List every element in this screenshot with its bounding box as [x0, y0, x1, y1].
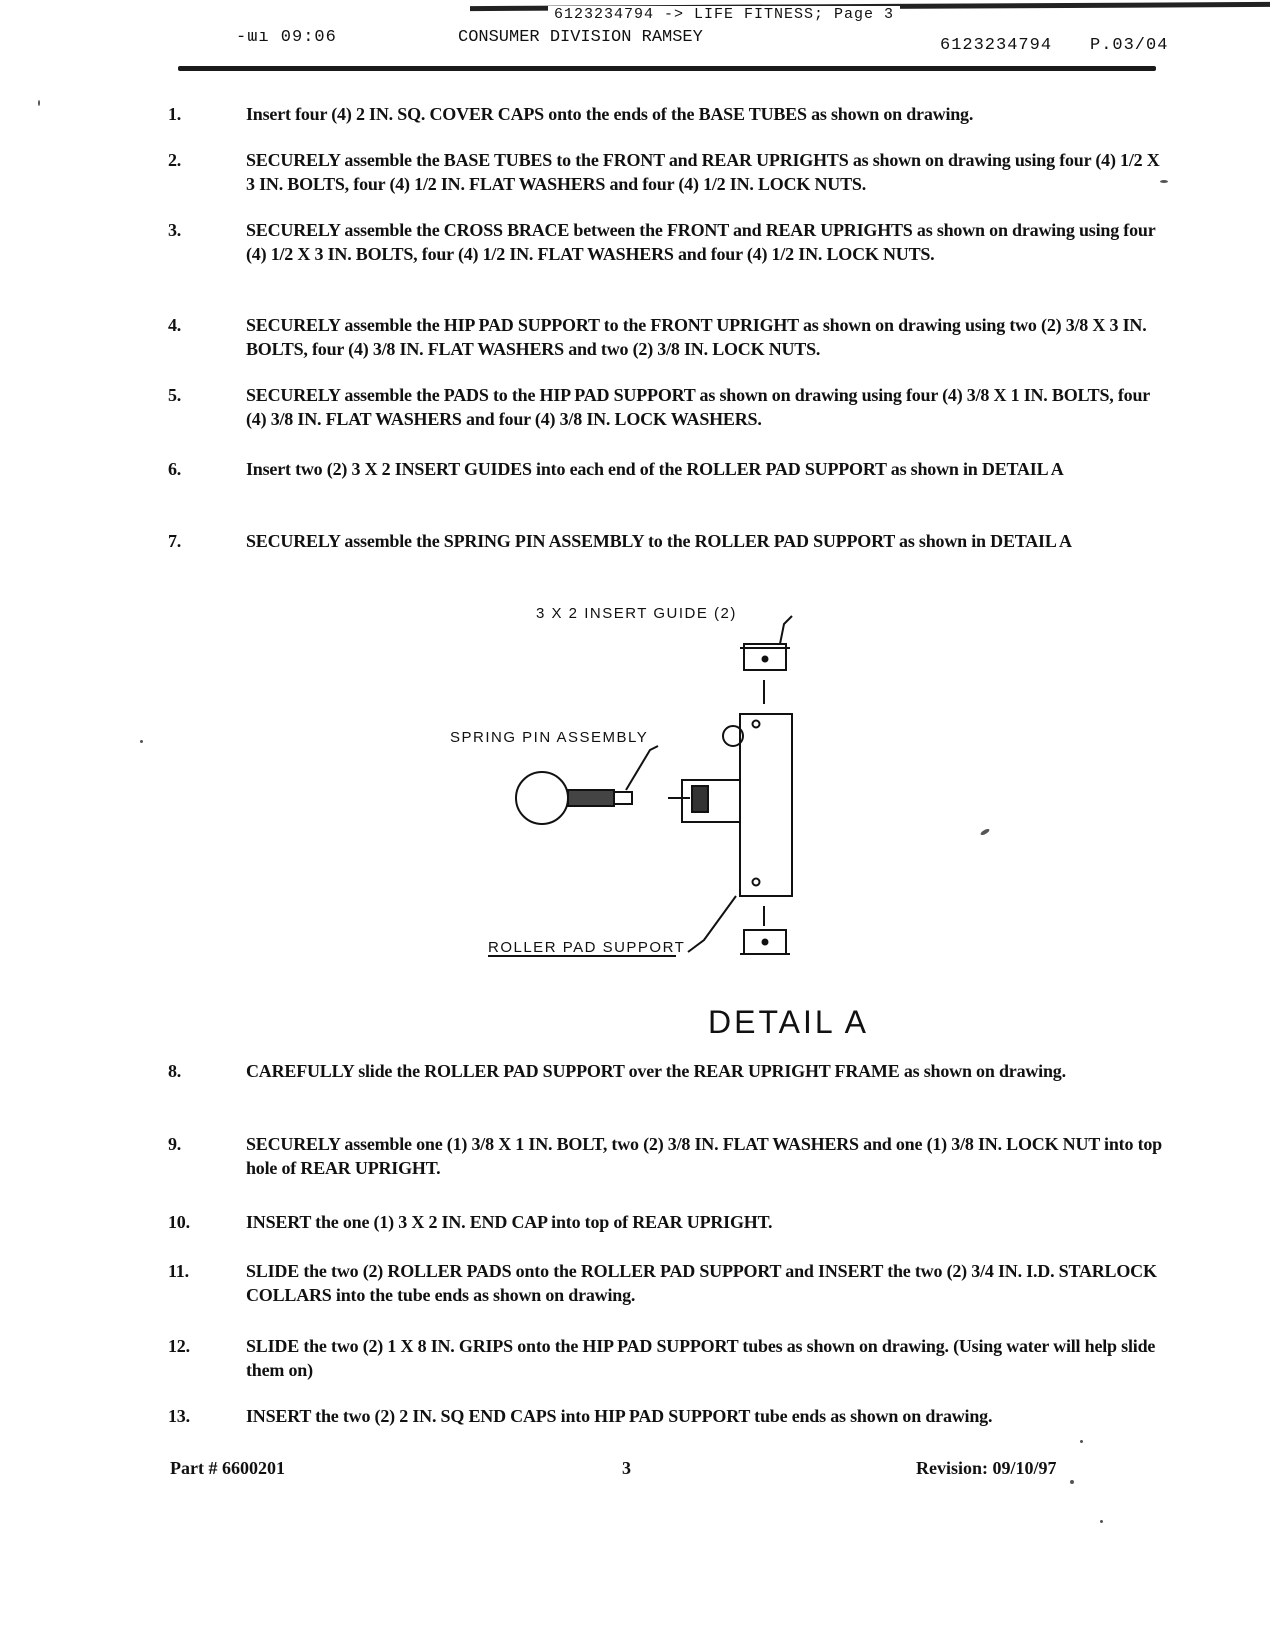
step-number: 2. — [168, 150, 182, 170]
step-text: Insert four (4) 2 IN. SQ. COVER CAPS onto the ends of the BASE TUBES as shown on drawing. — [246, 104, 974, 124]
step-number: 10. — [168, 1212, 190, 1232]
spring-pin-leader — [626, 746, 658, 790]
fax-transmission-line: 6123234794 -> LIFE FITNESS; Page 3 — [548, 6, 900, 23]
detail-a-drawing — [440, 600, 840, 980]
step-number: 3. — [168, 220, 182, 240]
step-text: SECURELY assemble the BASE TUBES to the FRONT and REAR UPRIGHTS as shown on drawing using four (4) 1/2 X 3 IN. BOLTS, four (4) 1/2 IN. FLAT WASHERS and four (4) 1/2 IN. LOCK NUTS. — [246, 150, 1160, 194]
step-text: SECURELY assemble the PADS to the HIP PAD SUPPORT as shown on drawing using four (4) 3/8 X 1 IN. BOLTS, four (4) 3/8 IN. FLAT WASHERS and four (4) 3/8 IN. LOCK WASHERS. — [246, 385, 1150, 429]
footer-part-number: Part # 6600201 — [170, 1458, 285, 1478]
top-insert-guide-hole — [763, 657, 768, 662]
step-text: SECURELY assemble the HIP PAD SUPPORT to the FRONT UPRIGHT as shown on drawing using two (2) 3/8 X 3 IN. BOLTS, four (4) 3/8 IN. FLAT WASHERS and two (2) 3/8 IN. LOCK NUTS. — [246, 315, 1147, 359]
stub-collar — [692, 786, 708, 812]
label-insert-guide: 3 X 2 INSERT GUIDE (2) — [536, 605, 737, 622]
scan-speck — [1100, 1520, 1103, 1523]
step-text: SECURELY assemble the CROSS BRACE between the FRONT and REAR UPRIGHTS as shown on drawing using four (4) 1/2 X 3 IN. BOLTS, four (4) 1/2 IN. FLAT WASHERS and four (4) 1/2 IN. LOCK NUTS. — [246, 220, 1156, 264]
scan-speck — [1160, 180, 1168, 183]
roller-pad-support-tube — [740, 714, 792, 896]
lower-hole — [753, 879, 760, 886]
spring-pin-knob — [516, 772, 568, 824]
step-number: 1. — [168, 104, 182, 124]
page-footer — [170, 1458, 1170, 1488]
header-rule — [178, 66, 1156, 71]
scan-speck — [1070, 1480, 1074, 1484]
step-text: CAREFULLY slide the ROLLER PAD SUPPORT over the REAR UPRIGHT FRAME as shown on drawing. — [246, 1061, 1066, 1081]
scan-speck — [140, 740, 143, 743]
step-number: 6. — [168, 459, 182, 479]
step-text: SECURELY assemble the SPRING PIN ASSEMBLY to the ROLLER PAD SUPPORT as shown in DETAIL A — [246, 531, 1072, 551]
scan-speck — [1080, 1440, 1083, 1443]
footer-page-number: 3 — [622, 1458, 631, 1478]
step-text: SECURELY assemble one (1) 3/8 X 1 IN. BOLT, two (2) 3/8 IN. FLAT WASHERS and one (1) 3/8 IN. LOCK NUT into top hole of REAR UPRIGHT. — [246, 1134, 1162, 1178]
step-number: 11. — [168, 1261, 189, 1281]
step-text: SLIDE the two (2) 1 X 8 IN. GRIPS onto the HIP PAD SUPPORT tubes as shown on drawing. (Using water will help slide them on) — [246, 1336, 1156, 1380]
step-number: 13. — [168, 1406, 190, 1426]
fax-header — [0, 0, 1278, 80]
fax-date-time: -ɯı 09:06 — [236, 28, 337, 47]
step-number: 5. — [168, 385, 182, 405]
step-number: 9. — [168, 1134, 182, 1154]
step-text: SLIDE the two (2) ROLLER PADS onto the ROLLER PAD SUPPORT and INSERT the two (2) 3/4 IN. I.D. STARLOCK COLLARS into the tube ends as shown on drawing. — [246, 1261, 1157, 1305]
step-text: INSERT the two (2) 2 IN. SQ END CAPS into HIP PAD SUPPORT tube ends as shown on drawing. — [246, 1406, 993, 1426]
side-stub — [682, 780, 740, 822]
step-number: 8. — [168, 1061, 182, 1081]
spring-pin-tip — [614, 792, 632, 804]
upper-hole — [753, 721, 760, 728]
step-number: 12. — [168, 1336, 190, 1356]
label-spring-pin: SPRING PIN ASSEMBLY — [450, 729, 649, 746]
detail-title: DETAIL A — [708, 1004, 869, 1040]
insert-guide-leader — [780, 616, 792, 644]
step-number: 4. — [168, 315, 182, 335]
spring-pin-spring — [568, 790, 614, 806]
scan-speck — [38, 100, 40, 106]
fax-company: CONSUMER DIVISION RAMSEY — [458, 28, 703, 47]
fax-page-ref: P.03/04 — [1090, 36, 1169, 55]
footer-revision: Revision: 09/10/97 — [916, 1458, 1057, 1478]
label-roller-support: ROLLER PAD SUPPORT — [488, 939, 686, 956]
step-text: Insert two (2) 3 X 2 INSERT GUIDES into each end of the ROLLER PAD SUPPORT as shown in DETAIL A — [246, 459, 1064, 479]
roller-support-leader — [688, 896, 736, 952]
bottom-insert-guide-hole — [763, 940, 768, 945]
fax-number: 6123234794 — [940, 36, 1053, 55]
step-text: INSERT the one (1) 3 X 2 IN. END CAP into top of REAR UPRIGHT. — [246, 1212, 773, 1232]
step-number: 7. — [168, 531, 182, 551]
scan-speck — [980, 828, 991, 836]
